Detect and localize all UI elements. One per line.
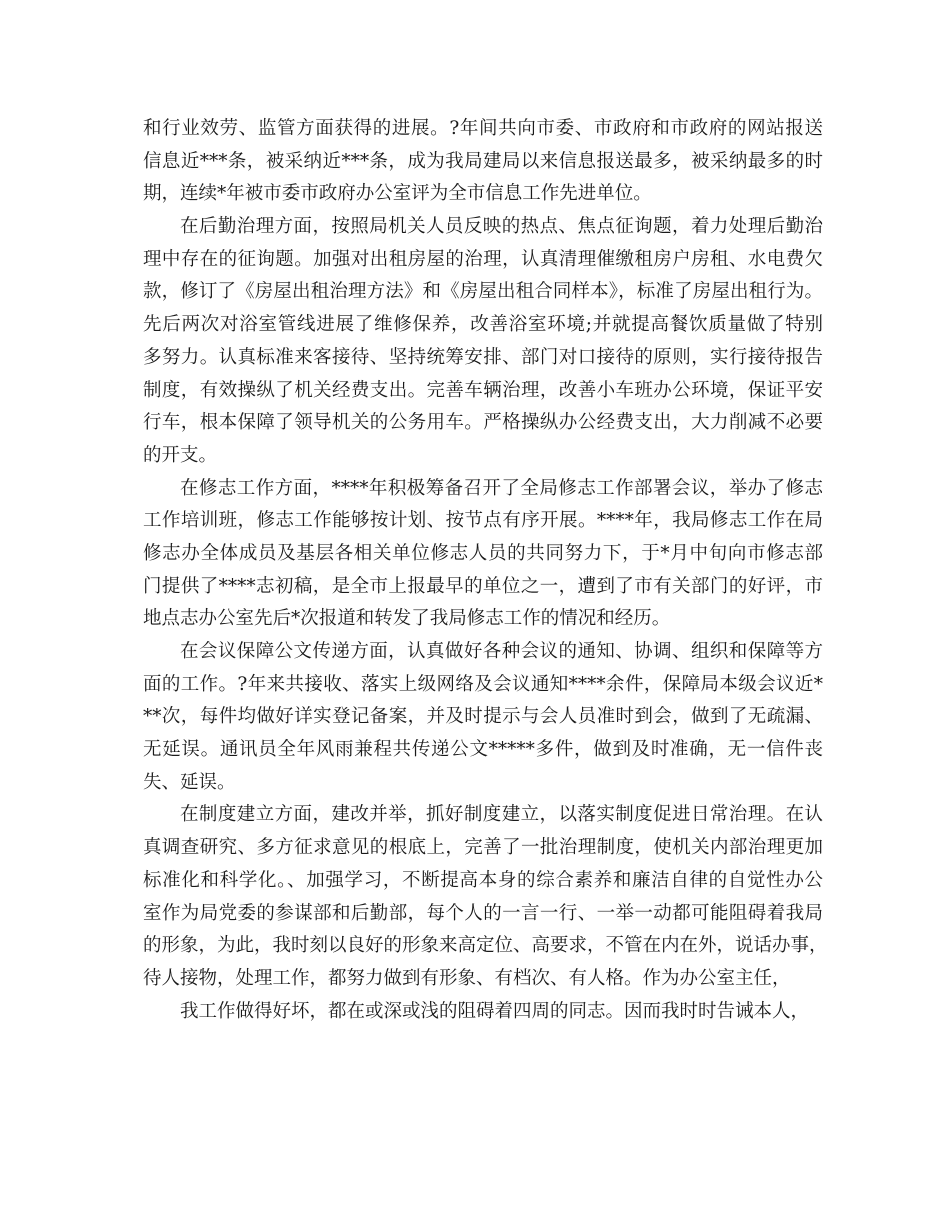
text-line: 修志办全体成员及基层各相关单位修志人员的共同努力下，于*月中旬向市修志部 bbox=[143, 542, 823, 564]
text-line: 在制度建立方面，建改并举，抓好制度建立，以落实制度促进日常治理。在认 bbox=[180, 804, 823, 826]
text-line: 失、延误。 bbox=[143, 771, 236, 793]
text-line: 的形象，为此，我时刻以良好的形象来高定位、高要求，不管在内在外，说话办事， bbox=[143, 935, 828, 957]
paragraph bbox=[143, 113, 823, 211]
text-line: 地点志办公室先后*次报道和转发了我局修志工作的情况和经历。 bbox=[143, 608, 671, 630]
text-line: 在后勤治理方面，按照局机关人员反映的热点、焦点征询题，着力处理后勤治 bbox=[180, 216, 823, 238]
text-line: 行车，根本保障了领导机关的公务用车。严格操纵办公经费支出，大力削减不必要 bbox=[143, 412, 823, 434]
paragraph bbox=[143, 211, 823, 473]
text-line: 先后两次对浴室管线进展了维修保养，改善浴室环境;并就提高餐饮质量做了特别 bbox=[143, 314, 823, 336]
text-line: 在会议保障公文传递方面，认真做好各种会议的通知、协调、组织和保障等方 bbox=[180, 641, 823, 662]
text-line: 门提供了****志初稿，是全市上报最早的单位之一，遭到了市有关部门的好评，市 bbox=[143, 575, 823, 597]
text-line: 我工作做得好坏，都在或深或浅的阻碍着四周的同志。因而我时时告诫本人， bbox=[180, 1000, 810, 1022]
text-line: 待人接物，处理工作，都努力做到有形象、有档次、有人格。作为办公室主任， bbox=[143, 967, 791, 989]
text-line: 和行业效劳、监管方面获得的进展。?年间共向市委、市政府和市政府的网站报送 bbox=[143, 118, 823, 139]
text-line: 室作为局党委的参谋部和后勤部，每个人的一言一行、一举一动都可能阻碍着我局 bbox=[143, 902, 823, 924]
paragraph bbox=[143, 799, 828, 995]
text-line: 无延误。通讯员全年风雨兼程共传递公文*****多件，做到及时准确，无一信件丧 bbox=[143, 739, 823, 761]
text-line: 制度，有效操纵了机关经费支出。完善车辆治理，改善小车班办公环境，保证平安 bbox=[143, 379, 823, 401]
paragraph bbox=[143, 996, 823, 1029]
paragraph bbox=[143, 636, 823, 799]
text-line: 期，连续*年被市委市政府办公室评为全市信息工作先进单位。 bbox=[143, 183, 652, 205]
text-line: 理中存在的征询题。加强对出租房屋的治理，认真清理催缴租房户房租、水电费欠 bbox=[143, 248, 823, 270]
text-line: 在修志工作方面，****年积极筹备召开了全局修志工作部署会议，举办了修志 bbox=[180, 477, 823, 499]
text-line: 信息近***条，被采纳近***条，成为我局建局以来信息报送最多，被采纳最多的时 bbox=[143, 150, 823, 172]
text-line: 工作培训班，修志工作能够按计划、按节点有序开展。****年，我局修志工作在局 bbox=[143, 510, 823, 532]
text-line: 标准化和科学化。、加强学习，不断提高本身的综合素养和廉洁自律的自觉性办公 bbox=[143, 869, 823, 891]
text-line: 款，修订了《房屋出租治理方法》和《房屋出租合同样本》，标准了房屋出租行为。 bbox=[143, 281, 823, 303]
document-body bbox=[143, 113, 828, 1028]
text-line: 多努力。认真标准来客接待、坚持统筹安排、部门对口接待的原则，实行接待报告 bbox=[143, 346, 823, 368]
text-line: 面的工作。?年来共接收、落实上级网络及会议通知****余件，保障局本级会议近* bbox=[143, 673, 823, 695]
text-line: 的开支。 bbox=[143, 444, 218, 466]
text-line: **次，每件均做好详实登记备案，并及时提示与会人员准时到会，做到了无疏漏、 bbox=[143, 706, 823, 728]
paragraph bbox=[143, 473, 823, 636]
text-line: 真调查研究、多方征求意见的根底上，完善了一批治理制度，使机关内部治理更加 bbox=[143, 837, 823, 859]
